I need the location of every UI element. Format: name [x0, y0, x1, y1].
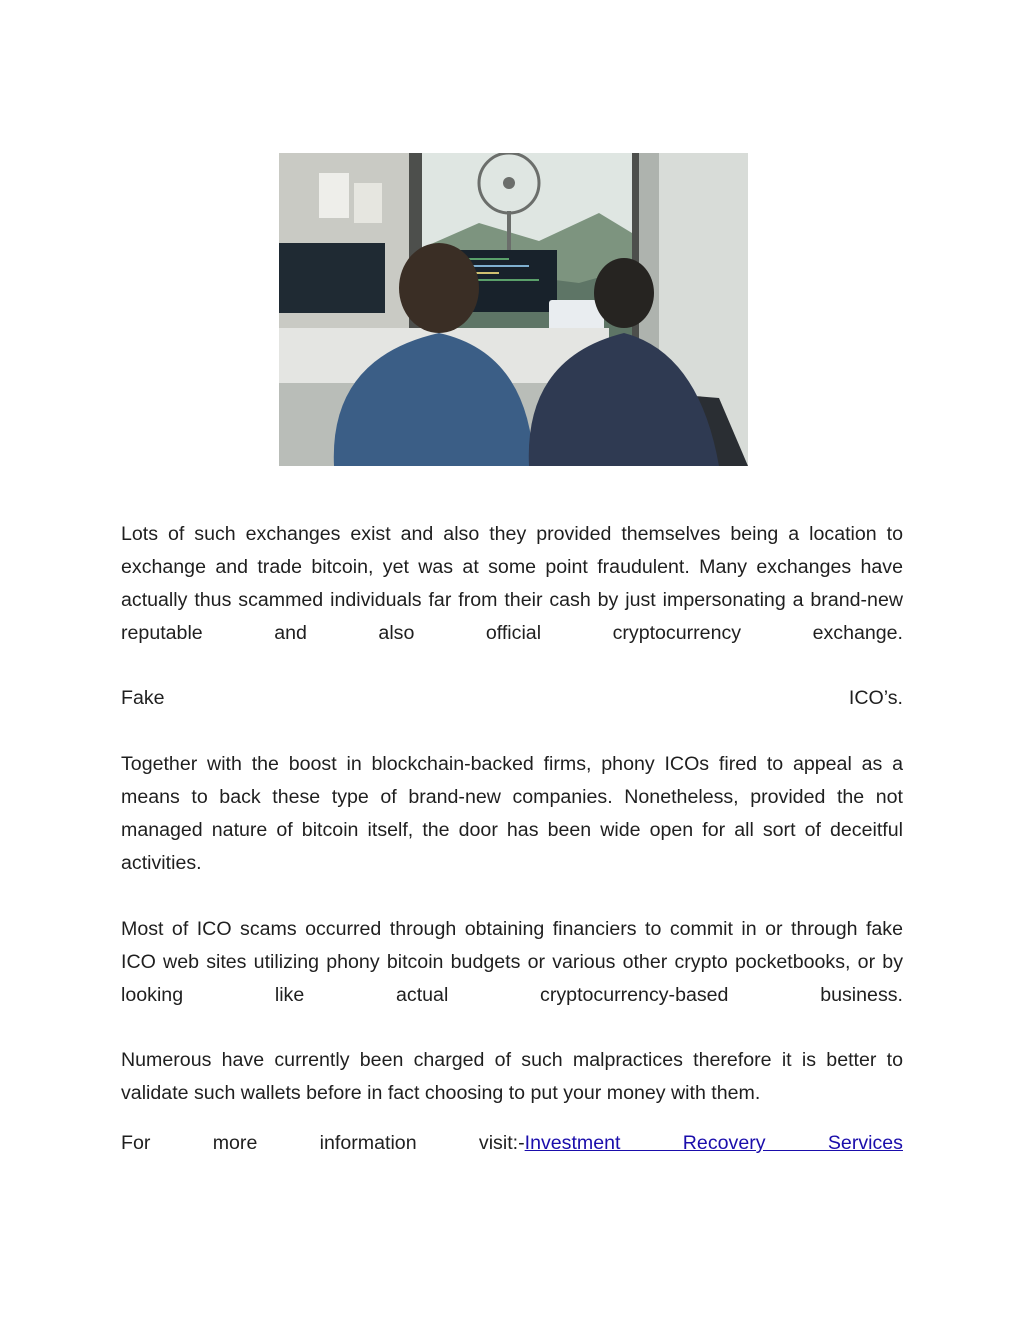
office-photo — [279, 153, 748, 466]
heading-fake-icos — [121, 682, 903, 715]
office-photo-illustration — [279, 153, 748, 466]
more-info-prefix: For more information visit:- — [121, 1132, 525, 1154]
paragraph-validate-wallets: Numerous have currently been charged of such malpractices therefore it is better to validate such wallets before in fact choosing to put your money with them. — [121, 1049, 903, 1104]
heading-fake-icos-left: Fake — [121, 687, 165, 709]
heading-fake-icos-right: ICO’s. — [848, 687, 903, 709]
paragraph-phony-icos: Together with the boost in blockchain-backed firms, phony ICOs fired to appeal as a means to back these type of brand-new companies. Nonetheless, provided the not managed nature of bitcoin itself, the door has been wide open for all sort of deceitful activities. — [121, 753, 903, 874]
investment-recovery-link[interactable]: Investment Recovery Services — [524, 1132, 903, 1154]
more-info-line — [121, 1127, 903, 1160]
paragraph-exchanges: Lots of such exchanges exist and also they provided themselves being a location to exchange and trade bitcoin, yet was at some point fraudulent. Many exchanges have actually thus scammed individuals far from their cash by just impersonating a brand-new reputable and also official cryptocurrency exchange. — [121, 523, 903, 644]
paragraph-ico-scams: Most of ICO scams occurred through obtaining financiers to commit in or through fake ICO web sites utilizing phony bitcoin budgets or various other crypto pocketbooks, or by looking like actual cryptocurrency-based business. — [121, 918, 903, 1006]
